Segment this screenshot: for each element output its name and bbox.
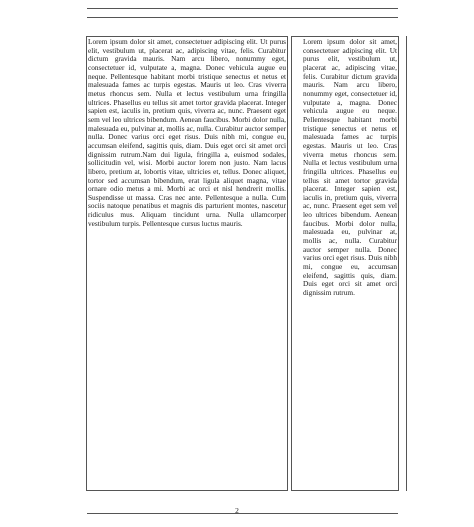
header-rule-bottom	[87, 17, 398, 18]
margin-rule	[406, 36, 407, 491]
side-body-text: Lorem ipsum dolor sit amet, consectetuer adipiscing elit. Ut purus elit, vestibulum ut, placerat ac, adipiscing vitae, felis. Curabitur dictum gravida mauris. Nam arcu libero, nonummy eget, consectetuer id, vulputate a, magna. Donec vehicula augue eu neque. Pellentesque habitant morbi tristique senectus et netus et malesuada fames ac turpis egestas. Mauris ut leo. Cras viverra metus rhoncus sem. Nulla et lectus vestibulum urna fringilla ultrices. Phasellus eu tellus sit amet tortor gravida placerat. Integer sapien est, iaculis in, pretium quis, viverra ac, nunc. Praesent eget sem vel leo ultrices bibendum. Aenean faucibus. Morbi dolor nulla, malesuada eu, pulvinar at, mollis ac, nulla. Curabitur auctor semper nulla. Donec varius orci eget risus. Duis nibh mi, congue eu, accumsan eleifend, sagittis quis, diam. Duis eget orci sit amet orci dignissim rutrum.	[303, 38, 397, 298]
page-number: 2	[235, 506, 239, 515]
header-rule-top	[87, 8, 398, 9]
main-body-text: Lorem ipsum dolor sit amet, consectetuer adipiscing elit. Ut purus elit, vestibulum ut, placerat ac, adipiscing vitae, felis. Curabitur dictum gravida mauris. Nam arcu libero, nonummy eget, consectetuer id, vulputate a, magna. Donec vehicula augue eu neque. Pellentesque habitant morbi tristique senectus et netus et malesuada fames ac turpis egestas. Mauris ut leo. Cras viverra metus rhoncus sem. Nulla et lectus vestibulum urna fringilla ultrices. Phasellus eu tellus sit amet tortor gravida placerat. Integer sapien est, iaculis in, pretium quis, viverra ac, nunc. Praesent eget sem vel leo ultrices bibendum. Aenean faucibus. Morbi dolor nulla, malesuada eu, pulvinar at, mollis ac, nulla. Curabitur auctor semper nulla. Donec varius orci eget risus. Duis nibh mi, congue eu, accumsan eleifend, sagittis quis, diam. Duis eget orci sit amet orci dignissim rutrum.Nam dui ligula, fringilla a, euismod sodales, sollicitudin vel, wisi. Morbi auctor lorem non justo. Nam lacus libero, pretium at, lobortis vitae, ultricies et, tellus. Donec aliquet, tortor sed accumsan bibendum, erat ligula aliquet magna, vitae ornare odio metus a mi. Morbi ac orci et nisl hendrerit mollis. Suspendisse ut massa. Cras nec ante. Pellentesque a nulla. Cum sociis natoque penatibus et magnis dis parturient montes, nascetur ridiculus mus. Aliquam tincidunt urna. Nulla ullamcorper vestibulum turpis. Pellentesque cursus luctus mauris.	[88, 38, 286, 228]
